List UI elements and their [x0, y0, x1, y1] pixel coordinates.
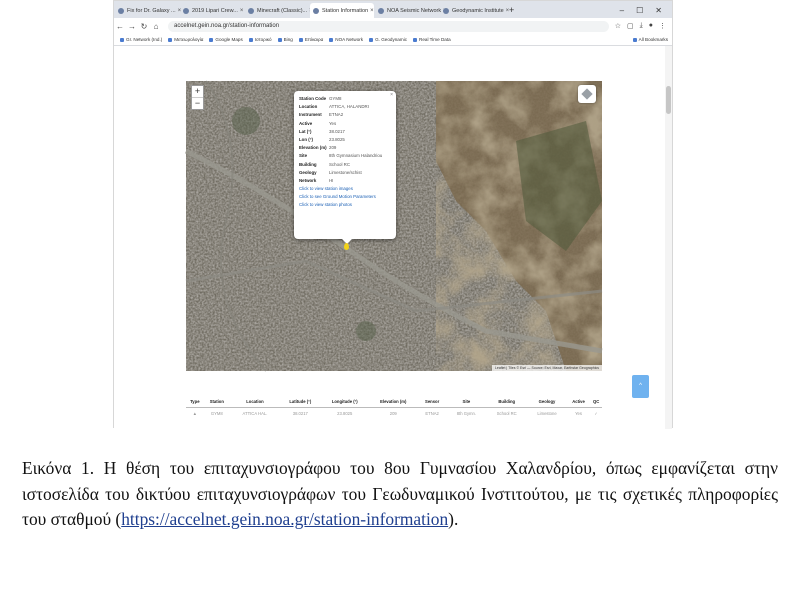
bookmark-item[interactable]: Επίκαιρα: [299, 37, 323, 42]
popup-key: Lon (°): [299, 137, 313, 143]
table-cell: 23.8025: [337, 410, 353, 416]
bookmark-icon: [249, 38, 253, 42]
scrollbar[interactable]: [665, 46, 672, 429]
window-controls: [620, 3, 672, 18]
table-header-cell[interactable]: Sensor: [418, 396, 447, 408]
caption-text: Εικόνα 1. Η θέση του επιταχυνσιογράφου του 8ου Γυμνασίου Χαλανδρίου, όπως εμφανίζεται στην ιστοσελίδα του δικτύου επιταχυνσιογράφων του Γεωδυναμικού Ινστιτούτου, με τις σχετικές πληροφορίες του σταθμού (: [22, 458, 778, 529]
table-cell: Limestone: [537, 410, 557, 416]
popup-row: [299, 103, 391, 111]
browser-tab[interactable]: [245, 3, 309, 18]
table-cell: Yes: [575, 410, 582, 416]
bookmark-item[interactable]: NOA Network: [329, 37, 363, 42]
popup-value: 23.8025: [329, 137, 345, 143]
table-cell: ▲: [192, 410, 197, 416]
table-cell: ETNA2: [425, 410, 439, 416]
browser-tab[interactable]: [180, 3, 244, 18]
table-header-cell[interactable]: QC: [590, 396, 602, 408]
table-header-cell[interactable]: Location: [230, 396, 280, 408]
popup-key: Elevation (m): [299, 145, 327, 151]
folder-icon: [633, 38, 637, 42]
popup-value: 209: [329, 145, 337, 151]
bookmark-icon: [120, 38, 124, 42]
download-icon[interactable]: ⤓: [639, 22, 643, 29]
bookmarks-bar: [114, 34, 672, 46]
tab-label: 2019 Lipari Crew...: [192, 7, 238, 14]
tab-favicon-icon: [443, 8, 449, 14]
popup-value: School RC: [329, 161, 350, 167]
tab-favicon-icon: [313, 8, 319, 14]
table-cell: ATTICA HAL.: [242, 410, 268, 416]
bookmark-item[interactable]: Gr. Network (Ind.): [120, 37, 162, 42]
close-icon[interactable]: ×: [505, 7, 510, 14]
bookmark-icon: [299, 38, 303, 42]
url-text: accelnet.gein.noa.gr/station-information: [174, 23, 280, 29]
popup-key: Building: [299, 161, 317, 167]
close-window-icon[interactable]: ✕: [655, 6, 662, 15]
close-icon[interactable]: ×: [370, 7, 374, 14]
menu-icon[interactable]: ⋮: [659, 23, 666, 30]
table-header-cell[interactable]: Building: [486, 396, 527, 408]
table-cell: 8th Gymn.: [456, 410, 477, 416]
popup-row: [299, 144, 391, 152]
popup-row: [299, 177, 391, 185]
tab-favicon-icon: [248, 8, 254, 14]
table-cell: School RC: [496, 410, 517, 416]
popup-row: [299, 136, 391, 144]
popup-row: [299, 120, 391, 128]
close-icon[interactable]: ×: [177, 7, 182, 14]
popup-row: [299, 161, 391, 169]
table-header-cell[interactable]: Station: [204, 396, 230, 408]
popup-row: [299, 169, 391, 177]
popup-value: 38.0217: [329, 128, 345, 134]
bookmark-item[interactable]: Real Time Data: [413, 37, 451, 42]
table-header-cell[interactable]: Longitude (°): [321, 396, 369, 408]
bookmark-icon: [278, 38, 282, 42]
extensions-icon[interactable]: ▢: [627, 23, 634, 30]
table-header-cell[interactable]: Type: [186, 396, 204, 408]
popup-key: Station Code: [299, 96, 327, 101]
zoom-control: [191, 85, 204, 110]
table-cell: 209: [389, 410, 397, 416]
tab-label: Minecraft (Classic)...: [257, 7, 308, 14]
table-cell: 38.0217: [292, 410, 308, 416]
home-icon[interactable]: ⌂: [153, 21, 159, 31]
popup-close-icon[interactable]: ×: [390, 92, 393, 98]
profile-icon[interactable]: ●: [648, 22, 653, 29]
bookmark-item[interactable]: Ιστορικό: [249, 37, 272, 42]
tab-label: Fix for Dr. Galaxy ...: [127, 7, 176, 14]
popup-key: Location: [299, 104, 318, 110]
browser-tab[interactable]: [375, 3, 442, 18]
popup-value: ATTICA, HALANDRI: [329, 104, 369, 110]
popup-key: Active: [299, 120, 313, 126]
bookmark-item[interactable]: Bing: [278, 37, 293, 42]
popup-value: 8th Gymnasium Halandriou: [329, 153, 383, 159]
table-header-cell[interactable]: Active: [567, 396, 590, 408]
table-header-row: [186, 396, 602, 408]
scroll-to-top-button[interactable]: ^: [632, 375, 649, 398]
back-icon[interactable]: ←: [116, 21, 124, 31]
station-marker-icon[interactable]: [344, 243, 349, 250]
table-header-cell[interactable]: Latitude (°): [280, 396, 321, 408]
web-page: [114, 46, 672, 429]
popup-row: [299, 128, 391, 136]
ground-motion-link[interactable]: Click to see Ground Motion Parameters: [299, 194, 376, 200]
table-row[interactable]: [186, 408, 602, 419]
bookmark-item[interactable]: Google Maps: [209, 37, 242, 42]
bookmark-icon: [168, 38, 172, 42]
caption-link[interactable]: https://accelnet.gein.noa.gr/station-information: [121, 509, 449, 529]
bookmark-icon: [369, 38, 373, 42]
popup-key: Network: [299, 178, 317, 184]
popup-key: Instrument: [299, 112, 322, 118]
satellite-map[interactable]: [186, 81, 602, 371]
bookmark-icon: [209, 38, 213, 42]
tab-label: Geodynamic Institute: [452, 7, 504, 14]
caption-end: ).: [448, 509, 459, 529]
browser-toolbar: [114, 18, 672, 34]
popup-key: Lat (°): [299, 128, 312, 134]
layers-icon[interactable]: [578, 85, 596, 103]
bookmark-icon: [413, 38, 417, 42]
table-header-cell[interactable]: Elevation (m): [369, 396, 418, 408]
popup-value: ETNA2: [329, 112, 344, 118]
tab-label: Station Information: [322, 7, 369, 14]
maximize-icon[interactable]: ☐: [636, 6, 644, 15]
new-tab-icon[interactable]: +: [509, 5, 515, 15]
minimize-icon[interactable]: –: [619, 6, 625, 15]
station-images-link[interactable]: Click to view station images: [299, 186, 353, 192]
zoom-out-button[interactable]: −: [192, 97, 203, 109]
table-cell: ✓: [594, 410, 598, 416]
embedded-browser-screenshot: [113, 0, 673, 428]
bookmark-icon: [329, 38, 333, 42]
popup-row: [299, 95, 391, 103]
popup-value: Limestone/schist: [329, 169, 362, 175]
scrollbar-thumb[interactable]: [666, 86, 671, 114]
close-icon[interactable]: ×: [239, 7, 244, 14]
station-photos-link[interactable]: Click to view station photos: [299, 202, 352, 208]
bookmark-item[interactable]: G. Geodynamic: [369, 37, 407, 42]
tab-favicon-icon: [183, 8, 189, 14]
zoom-in-button[interactable]: +: [194, 86, 201, 96]
table-header-cell[interactable]: Geology: [527, 396, 567, 408]
address-bar[interactable]: [168, 21, 609, 32]
browser-tab-bar: [114, 1, 672, 18]
tab-favicon-icon: [118, 8, 124, 14]
table-header-cell[interactable]: Site: [447, 396, 487, 408]
browser-tab[interactable]: [440, 3, 510, 18]
station-table: [186, 396, 602, 418]
forward-icon[interactable]: →: [128, 21, 136, 31]
popup-row: [299, 152, 391, 160]
popup-value: Yes: [329, 120, 337, 126]
popup-key: Site: [299, 153, 308, 159]
popup-row: [299, 111, 391, 119]
map-attribution: Leaflet | Tiles © Esri — Source: Esri, Maxar, Earthstar Geographics: [492, 365, 602, 371]
browser-tab-active[interactable]: [310, 3, 374, 18]
popup-key: Geology: [299, 169, 317, 175]
browser-tab[interactable]: [115, 3, 182, 18]
table-cell: GYM8: [210, 410, 223, 416]
tab-favicon-icon: [378, 8, 384, 14]
popup-value: GYM8: [329, 96, 342, 101]
all-bookmarks[interactable]: All Bookmarks: [633, 37, 672, 42]
station-popup: [294, 91, 396, 239]
tab-label: NOA Seismic Network: [387, 7, 442, 14]
figure-caption: [22, 456, 778, 533]
bookmark-item[interactable]: Μετεωρολογία: [168, 37, 203, 42]
star-icon[interactable]: ☆: [614, 23, 622, 30]
popup-value: HI: [329, 178, 334, 184]
reload-icon[interactable]: ↻: [140, 21, 148, 31]
